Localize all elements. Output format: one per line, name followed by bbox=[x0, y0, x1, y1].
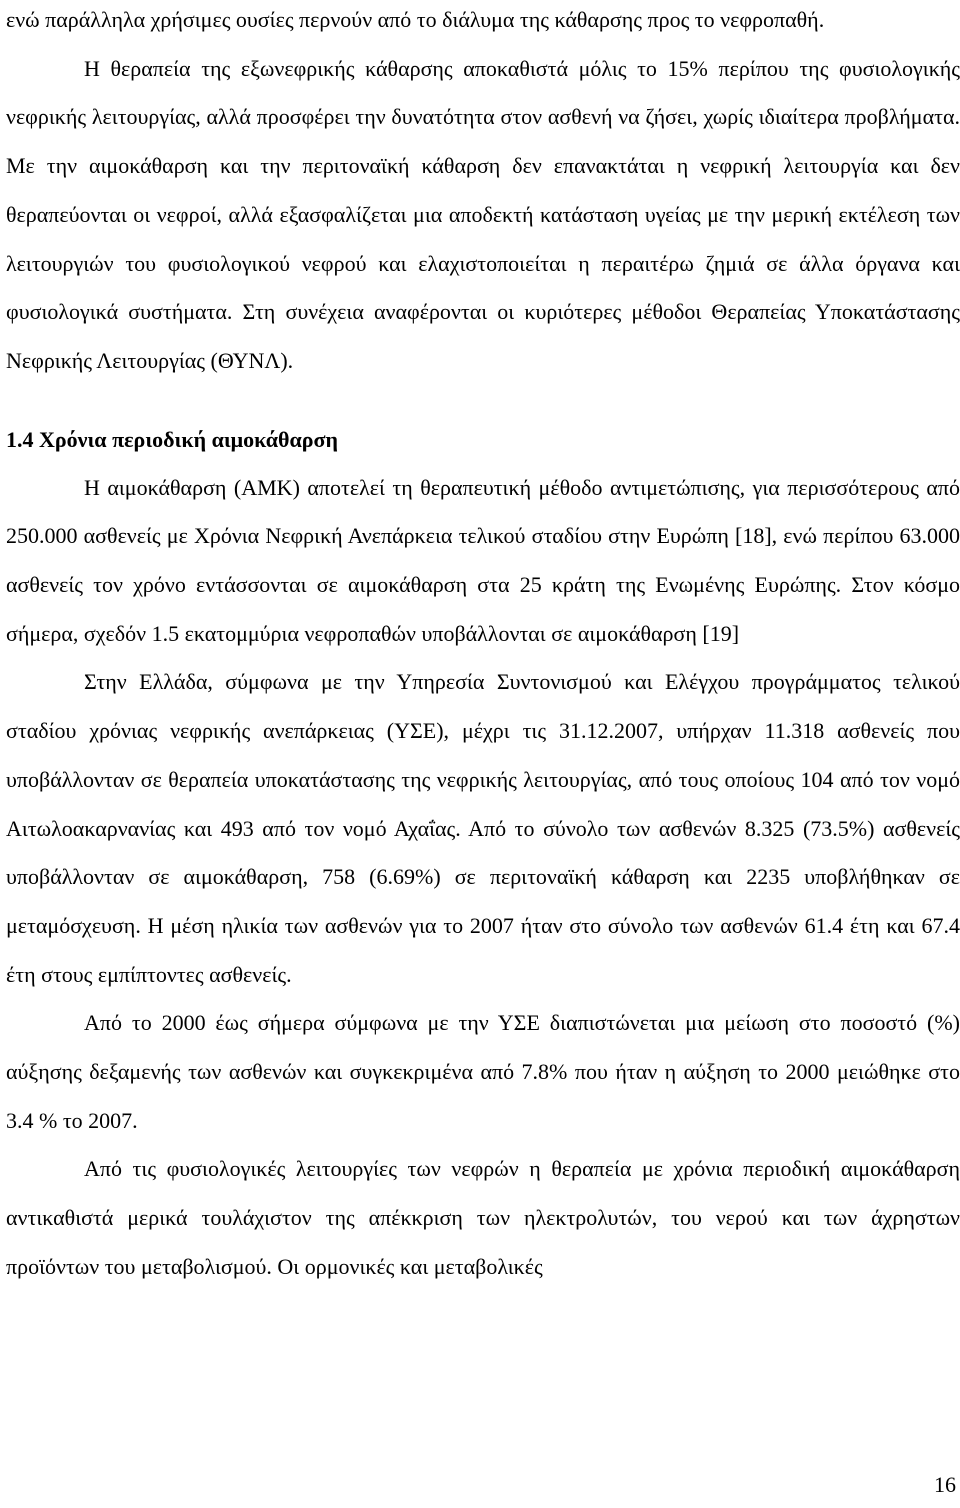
section-heading: 1.4 Χρόνια περιοδική αιμοκάθαρση bbox=[6, 426, 339, 452]
section-spacer bbox=[6, 386, 960, 416]
paragraph-hemodialysis-europe: Η αιμοκάθαρση (ΑΜΚ) αποτελεί τη θεραπευτική μέθοδο αντιμετώπισης, για περισσότερους από 250.000 ασθενείς με Χρόνια Νεφρική Ανεπάρκεια τελικού σταδίου στην Ευρώπη [18], ενώ περίπου 63.000 ασθενείς τον χρόνο εντάσσονται σε αιμοκάθαρση στα 25 κράτη της Ενωμένης Ευρώπης. Στον κόσμο σήμερα, σχεδόν 1.5 εκατομμύρια νεφροπαθών υποβάλλονται σε αιμοκάθαρση [19] bbox=[6, 474, 960, 646]
paragraph-continuation: ενώ παράλληλα χρήσιμες ουσίες περνούν από το διάλυμα της κάθαρσης προς το νεφροπαθή. bbox=[6, 7, 825, 32]
paragraph-physiological-functions: Από τις φυσιολογικές λειτουργίες των νεφρών η θεραπεία με χρόνια περιοδική αιμοκάθαρση αντικαθιστά μερικά τουλάχιστον της απέκκριση των ηλεκτρολυτών, του νερού και των άχρηστων προϊόντων του μεταβολισμού. Οι ορμονικές και μεταβολικές bbox=[6, 1156, 960, 1279]
paragraph-dialysis-therapy: Η θεραπεία της εξωνεφρικής κάθαρσης αποκαθιστά μόλις το 15% περίπου της φυσιολογικής νεφρικής λειτουργίας, αλλά προσφέρει την δυνατότητα στον ασθενή να ζήσει, χωρίς ιδιαίτερα προβλήματα. Με την αιμοκάθαρση και την περιτοναϊκή κάθαρση δεν επανακτάται η νεφρική λειτουργία και δεν θεραπεύονται οι νεφροί, αλλά εξασφαλίζεται μια αποδεκτή κατάσταση υγείας με την μερική εκτέλεση των λειτουργιών του φυσιολογικού νεφρού και ελαχιστοποιείται η περαιτέρω ζημιά σε άλλα όργανα και φυσιολογικά συστήματα. Στη συνέχεια αναφέρονται οι κυριότερες μέθοδοι Θεραπείας Υποκατάστασης Νεφρικής Λειτουργίας (ΘΥΝΛ). bbox=[6, 55, 960, 373]
paragraph-greece-statistics: Στην Ελλάδα, σύμφωνα με την Υπηρεσία Συντονισμού και Ελέγχου προγράμματος τελικού σταδίου χρόνιας νεφρικής ανεπάρκειας (ΥΣΕ), μέχρι τις 31.12.2007, υπήρχαν 11.318 ασθενείς που υποβάλλονταν σε θεραπεία υποκατάστασης της νεφρικής λειτουργίας, από τους οποίους 104 από τον νομό Αιτωλοακαρνανίας και 493 από τον νομό Αχαΐας. Από το σύνολο των ασθενών 8.325 (73.5%) ασθενείς υποβάλλονταν σε αιμοκάθαρση, 758 (6.69%) σε περιτοναϊκή κάθαρση και 2235 υποβλήθηκαν σε μεταμόσχευση. Η μέση ηλικία των ασθενών για το 2007 ήταν στο σύνολο των ασθενών 61.4 έτη και 67.4 έτη στους εμπίπτοντες ασθενείς. bbox=[6, 669, 960, 987]
document-page bbox=[6, 0, 960, 1292]
page-number: 16 bbox=[934, 1472, 956, 1497]
paragraph-growth-decrease: Από το 2000 έως σήμερα σύμφωνα με την ΥΣΕ διαπιστώνεται μια μείωση στο ποσοστό (%) αύξησης δεξαμενής των ασθενών και συγκεκριμένα από 7.8% που ήταν η αύξηση το 2000 μειώθηκε στο 3.4 % το 2007. bbox=[6, 1010, 960, 1133]
